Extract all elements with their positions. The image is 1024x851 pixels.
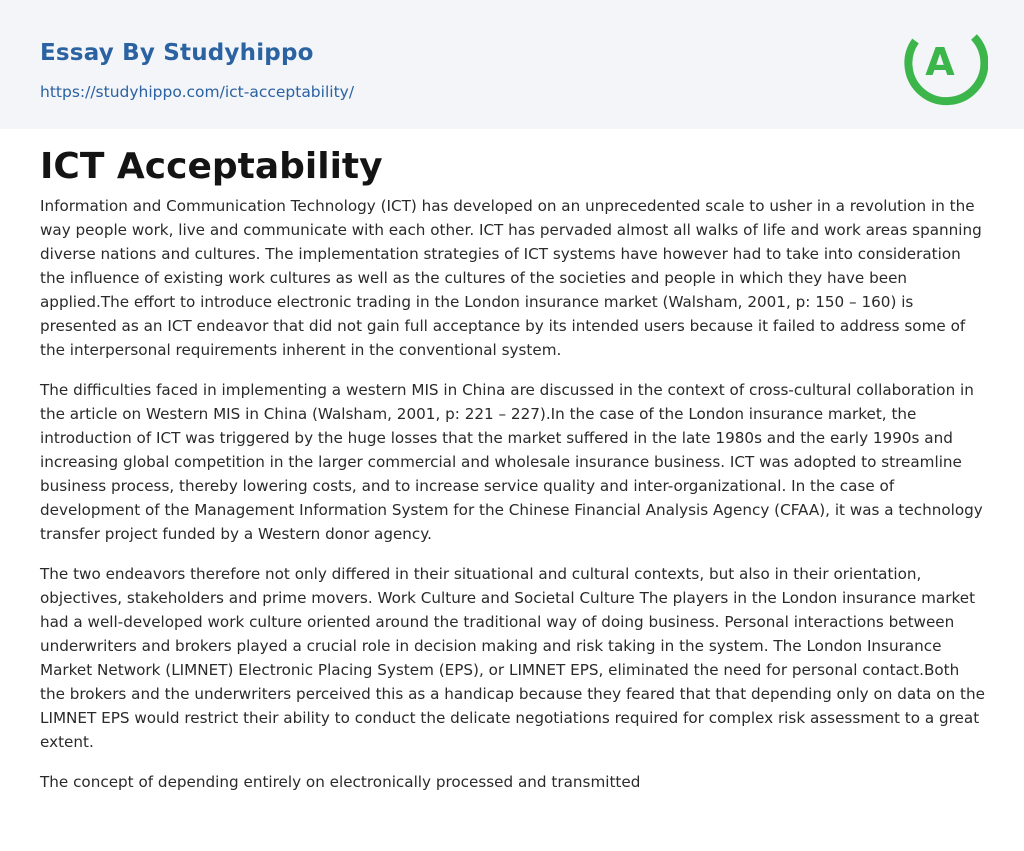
site-brand[interactable]: Essay By Studyhippo (40, 40, 314, 66)
paragraph: The difficulties faced in implementing a western MIS in China are discussed in the context of cross-cultural collaboration in the article on Western MIS in China (Walsham, 2001, p: 221 – 227).In the case of the London insurance market, the introduction of ICT was triggered by the huge losses that the market suffered in the late 1980s and the early 1990s and increasing global competition in the larger commercial and wholesale insurance business. ICT was adopted to streamline business process, thereby lowering costs, and to increase service quality and inter-organizational. In the case of development of the Management Information System for the Chinese Financial Analysis Agency (CFAA), it was a technology transfer project funded by a Western donor agency. (40, 381, 983, 543)
paragraph: The concept of depending entirely on electronically processed and transmitted (40, 773, 641, 791)
site-header (0, 0, 1024, 129)
essay-title: ICT Acceptability (40, 146, 383, 187)
paragraph: The two endeavors therefore not only differed in their situational and cultural contexts, but also in their orientation, objectives, stakeholders and prime movers. Work Culture and Societal Culture The players in the London insurance market had a well-developed work culture oriented around the traditional way of doing business. Personal interactions between underwriters and brokers played a crucial role in decision making and risk taking in the system. The London Insurance Market Network (LIMNET) Electronic Placing System (EPS), or LIMNET EPS, eliminated the need for personal contact.Both the brokers and the underwriters perceived this as a handicap because they feared that that depending only on data on the LIMNET EPS would restrict their ability to conduct the delicate negotiations required for complex risk assessment to a great extent. (40, 565, 985, 751)
paragraph: Information and Communication Technology (ICT) has developed on an unprecedented scale to usher in a revolution in the way people work, live and communicate with each other. ICT has pervaded almost all walks of life and work areas spanning diverse nations and cultures. The implementation strategies of ICT systems have however had to take into consideration the influence of existing work cultures as well as the cultures of the societies and people in which they have been applied.The effort to introduce electronic trading in the London insurance market (Walsham, 2001, p: 150 – 160) is presented as an ICT endeavor that did not gain full acceptance by its intended users because it failed to address some of the interpersonal requirements inherent in the conventional system. (40, 197, 982, 359)
studyhippo-logo-icon[interactable] (900, 18, 988, 106)
essay-body (40, 194, 985, 810)
logo-letter: A (925, 40, 955, 84)
essay-url-link[interactable]: https://studyhippo.com/ict-acceptability/ (40, 83, 355, 101)
